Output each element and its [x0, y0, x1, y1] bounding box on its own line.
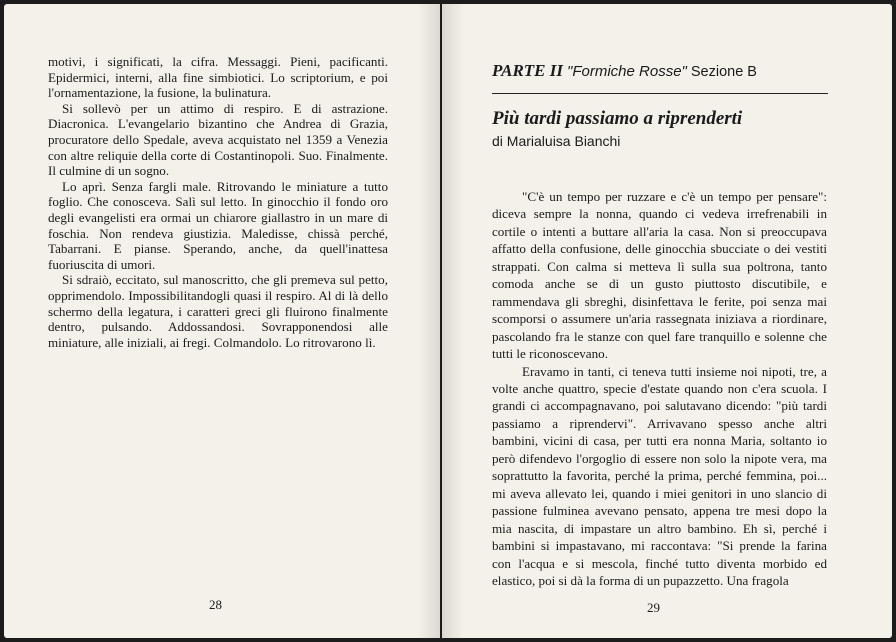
right-page	[442, 4, 892, 638]
section-header	[492, 61, 826, 81]
right-paragraph-2: Eravamo in tanti, ci teneva tutti insieme noi nipoti, tre, a volte anche quattro, specie d'estate quando non c'era scuola. I grandi ci accompagnavano, poi salutavano dicendo: "più tardi passiamo a riprendervi". Arrivavano spesso anche altri bambini, vicini di casa, per tutti era nonna Maria, soltanto io però difendevo l'orgoglio di essere non solo la nipote vera, ma soprattutto la favorita, perché la prima, perché femmina, poi... mi aveva allevato lei, quando i miei genitori in uno slancio di passione fulminea avevano pensato, appena tre mesi dopo la mia nascita, di impastare un altro bambino. Eh sì, perché i bambini si impastavano, mi raccontava: "Si prende la farina con l'acqua e si mescola, finché tutto diventa morbido ed elastico, poi si dà la forma di un pupazzetto. Una fragola	[492, 363, 827, 588]
right-page-body	[492, 188, 827, 589]
gutter-shadow	[442, 4, 464, 638]
left-paragraph-3: Lo aprì. Senza fargli male. Ritrovando le miniature a tutto foglio. Che conosceva. Salì sul letto. In ginocchio il fondo oro degli evangelisti era ormai un chiarore giallastro in un mare di foschia. Non rendeva giustizia. Maledisse, chissà perché, Tabarrani. E pianse. Sperando, anche, da quell'inattesa fuoriuscita di umori.	[48, 178, 388, 272]
story-title: Più tardi passiamo a riprenderti	[492, 108, 743, 129]
right-page-number: 29	[647, 600, 660, 615]
left-paragraph-1: motivi, i significati, la cifra. Messaggi. Pieni, pacificanti. Epidermici, interni, alla fine simbiotici. Lo scriptorium, e poi l'ornamentazione, la fusione, la bulinatura.	[48, 54, 388, 101]
left-page	[4, 4, 440, 638]
author-byline: di Marialuisa Bianchi	[492, 133, 621, 149]
section-title: "Formiche Rosse"	[567, 63, 687, 80]
left-page-body	[48, 54, 388, 350]
left-paragraph-2: Si sollevò per un attimo di respiro. E di astrazione. Diacronica. L'evangelario bizantino che Andrea di Grazia, procuratore dello Spedale, aveva acquistato nel 1359 a Venezia con altre reliquie della corte di Costantinopoli. Suo. Finalmente. Il culmine di un sogno.	[48, 100, 388, 179]
left-paragraph-4: Si sdraiò, eccitato, sul manoscritto, che gli premeva sul petto, opprimendolo. Impossibilitandogli quasi il respiro. Al di là dello schermo della legatura, i caratteri greci gli fluirono finalmente dentro, pulsando. Addossandosi. Sovrapponendosi alle miniature, alle iniziali, ai fregi. Colmandolo. Lo ritrovarono lì.	[48, 272, 388, 350]
header-rule	[492, 93, 828, 94]
right-paragraph-1: "C'è un tempo per ruzzare e c'è un tempo per pensare": diceva sempre la nonna, quando ci vedeva irrefrenabili in cortile o intenti a buttare all'aria la casa. Non si preoccupava affatto della confusione, delle ginocchia sbucciate o dei vestiti strappati. Con calma si metteva lì sulla sua poltrona, tanto comoda anche se di un gusto piuttosto discutibile, e rammendava gli sbreghi, disinfettava le ferite, poi senza mai scomporsi o assumere un'aria rassegnata iniziava a riordinare, pascolando fra le stanze con quel fare tranquillo e solenne che tutti le riconoscevano.	[492, 189, 827, 362]
part-label: PARTE II	[492, 61, 564, 80]
left-page-number: 28	[209, 597, 222, 612]
gutter-shadow	[418, 4, 440, 638]
section-label: Sezione B	[690, 64, 757, 80]
